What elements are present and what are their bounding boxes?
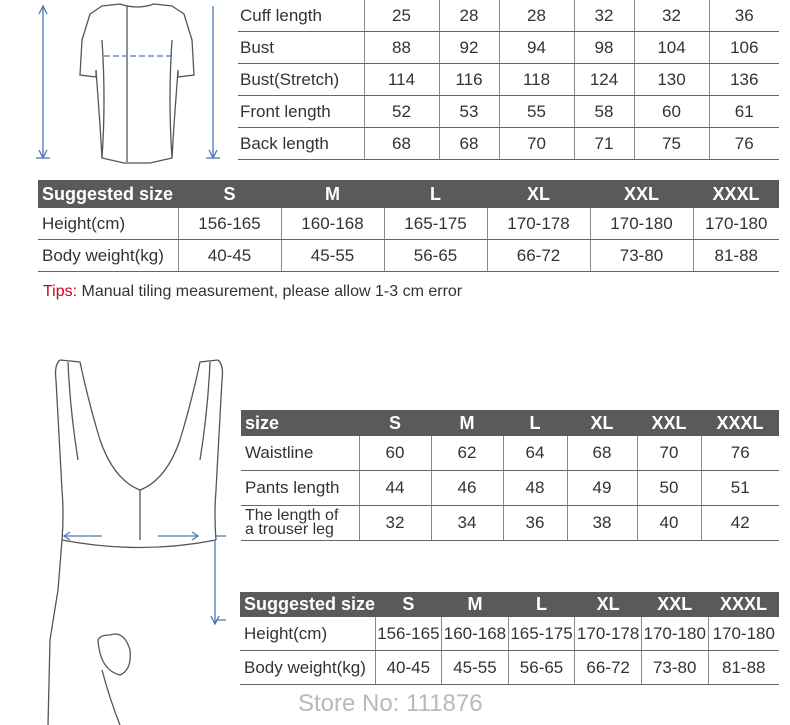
- cell: 44: [359, 471, 431, 506]
- table-row: [38, 208, 779, 240]
- tips-label: Tips:: [43, 283, 78, 300]
- cell: 124: [574, 64, 634, 96]
- header-cell: Suggested size: [240, 592, 375, 617]
- cell: 56-65: [508, 651, 575, 685]
- bib-shorts-outline-icon: [40, 340, 240, 725]
- cell: 104: [634, 32, 709, 64]
- table-header-row: [241, 410, 779, 436]
- table-row: [38, 240, 779, 272]
- bib-suggested-size-table: [240, 592, 779, 685]
- jersey-suggested-size-table: [38, 180, 779, 272]
- table-row: [241, 506, 779, 541]
- cell: 92: [439, 32, 499, 64]
- row-label: Bust(Stretch): [238, 64, 364, 96]
- header-cell: XXL: [641, 592, 708, 617]
- cell: 28: [439, 0, 499, 32]
- row-label: Body weight(kg): [240, 651, 375, 685]
- cell: 25: [364, 0, 439, 32]
- header-cell: M: [442, 592, 509, 617]
- cell: 68: [439, 128, 499, 160]
- cell: 94: [499, 32, 574, 64]
- row-label: [241, 506, 359, 541]
- header-cell: L: [503, 410, 567, 436]
- cell: 70: [499, 128, 574, 160]
- table-row: [238, 128, 779, 160]
- table-row: [238, 64, 779, 96]
- cell: 66-72: [487, 240, 590, 272]
- header-cell: XL: [487, 180, 590, 208]
- cell: 34: [431, 506, 503, 541]
- header-cell: S: [178, 180, 281, 208]
- cell: 38: [567, 506, 637, 541]
- cell: 170-180: [641, 617, 708, 651]
- cell: 136: [709, 64, 779, 96]
- cell: 50: [637, 471, 701, 506]
- cell: 76: [709, 128, 779, 160]
- header-cell: L: [508, 592, 575, 617]
- cell: 71: [574, 128, 634, 160]
- cell: 165-175: [384, 208, 487, 240]
- bib-measurement-table: [241, 410, 779, 541]
- cell: 40-45: [375, 651, 442, 685]
- header-cell: L: [384, 180, 487, 208]
- cell: 76: [701, 436, 779, 471]
- cell: 156-165: [375, 617, 442, 651]
- cell: 40-45: [178, 240, 281, 272]
- cell: 42: [701, 506, 779, 541]
- row-label: Front length: [238, 96, 364, 128]
- cell: 46: [431, 471, 503, 506]
- header-cell: Suggested size: [38, 180, 178, 208]
- cell: 40: [637, 506, 701, 541]
- cell: 62: [431, 436, 503, 471]
- tips-text: Manual tiling measurement, please allow 1-3 cm error: [77, 283, 463, 300]
- cell: 75: [634, 128, 709, 160]
- row-label: Waistline: [241, 436, 359, 471]
- cell: 106: [709, 32, 779, 64]
- table-row: [240, 651, 779, 685]
- header-cell: XXXL: [693, 180, 779, 208]
- cell: 68: [567, 436, 637, 471]
- header-cell: S: [375, 592, 442, 617]
- store-watermark: Store No: 111876: [298, 690, 483, 717]
- cell: 160-168: [281, 208, 384, 240]
- cell: 52: [364, 96, 439, 128]
- jersey-measurement-table: [238, 0, 779, 160]
- cell: 170-180: [590, 208, 693, 240]
- cell: 98: [574, 32, 634, 64]
- header-cell: XL: [575, 592, 642, 617]
- table-row: [240, 617, 779, 651]
- row-label: Height(cm): [240, 617, 375, 651]
- table-row: [238, 96, 779, 128]
- cell: 116: [439, 64, 499, 96]
- cell: 114: [364, 64, 439, 96]
- row-label-line: a trouser leg: [245, 521, 334, 538]
- cell: 60: [634, 96, 709, 128]
- header-cell: XXL: [590, 180, 693, 208]
- cell: 170-180: [693, 208, 779, 240]
- cell: 70: [637, 436, 701, 471]
- header-cell: size: [241, 410, 359, 436]
- jersey-outline-icon: [30, 0, 220, 170]
- cell: 81-88: [693, 240, 779, 272]
- header-cell: XXXL: [708, 592, 779, 617]
- cell: 28: [499, 0, 574, 32]
- cell: 32: [634, 0, 709, 32]
- header-cell: XXXL: [701, 410, 779, 436]
- cell: 73-80: [590, 240, 693, 272]
- cell: 73-80: [641, 651, 708, 685]
- header-cell: M: [281, 180, 384, 208]
- cell: 45-55: [442, 651, 509, 685]
- cell: 53: [439, 96, 499, 128]
- cell: 55: [499, 96, 574, 128]
- cell: 160-168: [442, 617, 509, 651]
- header-cell: S: [359, 410, 431, 436]
- cell: 51: [701, 471, 779, 506]
- cell: 32: [574, 0, 634, 32]
- row-label-line: The length of: [245, 507, 339, 524]
- cell: 56-65: [384, 240, 487, 272]
- cell: 60: [359, 436, 431, 471]
- cell: 130: [634, 64, 709, 96]
- header-cell: XXL: [637, 410, 701, 436]
- cell: 156-165: [178, 208, 281, 240]
- cell: 118: [499, 64, 574, 96]
- table-row: [241, 436, 779, 471]
- cell: 170-178: [487, 208, 590, 240]
- table-header-row: [38, 180, 779, 208]
- cell: 32: [359, 506, 431, 541]
- tips-note: [43, 283, 462, 301]
- cell: 45-55: [281, 240, 384, 272]
- cell: 81-88: [708, 651, 779, 685]
- row-label: Cuff length: [238, 0, 364, 32]
- cell: 66-72: [575, 651, 642, 685]
- row-label: Back length: [238, 128, 364, 160]
- row-label: Pants length: [241, 471, 359, 506]
- row-label: Bust: [238, 32, 364, 64]
- cell: 165-175: [508, 617, 575, 651]
- table-header-row: [240, 592, 779, 617]
- cell: 36: [709, 0, 779, 32]
- cell: 58: [574, 96, 634, 128]
- cell: 88: [364, 32, 439, 64]
- header-cell: M: [431, 410, 503, 436]
- cell: 64: [503, 436, 567, 471]
- cell: 170-178: [575, 617, 642, 651]
- table-row: [241, 471, 779, 506]
- cell: 68: [364, 128, 439, 160]
- table-row: [238, 0, 779, 32]
- cell: 170-180: [708, 617, 779, 651]
- cell: 36: [503, 506, 567, 541]
- cell: 48: [503, 471, 567, 506]
- cell: 49: [567, 471, 637, 506]
- cell: 61: [709, 96, 779, 128]
- table-row: [238, 32, 779, 64]
- row-label: Body weight(kg): [38, 240, 178, 272]
- header-cell: XL: [567, 410, 637, 436]
- row-label: Height(cm): [38, 208, 178, 240]
